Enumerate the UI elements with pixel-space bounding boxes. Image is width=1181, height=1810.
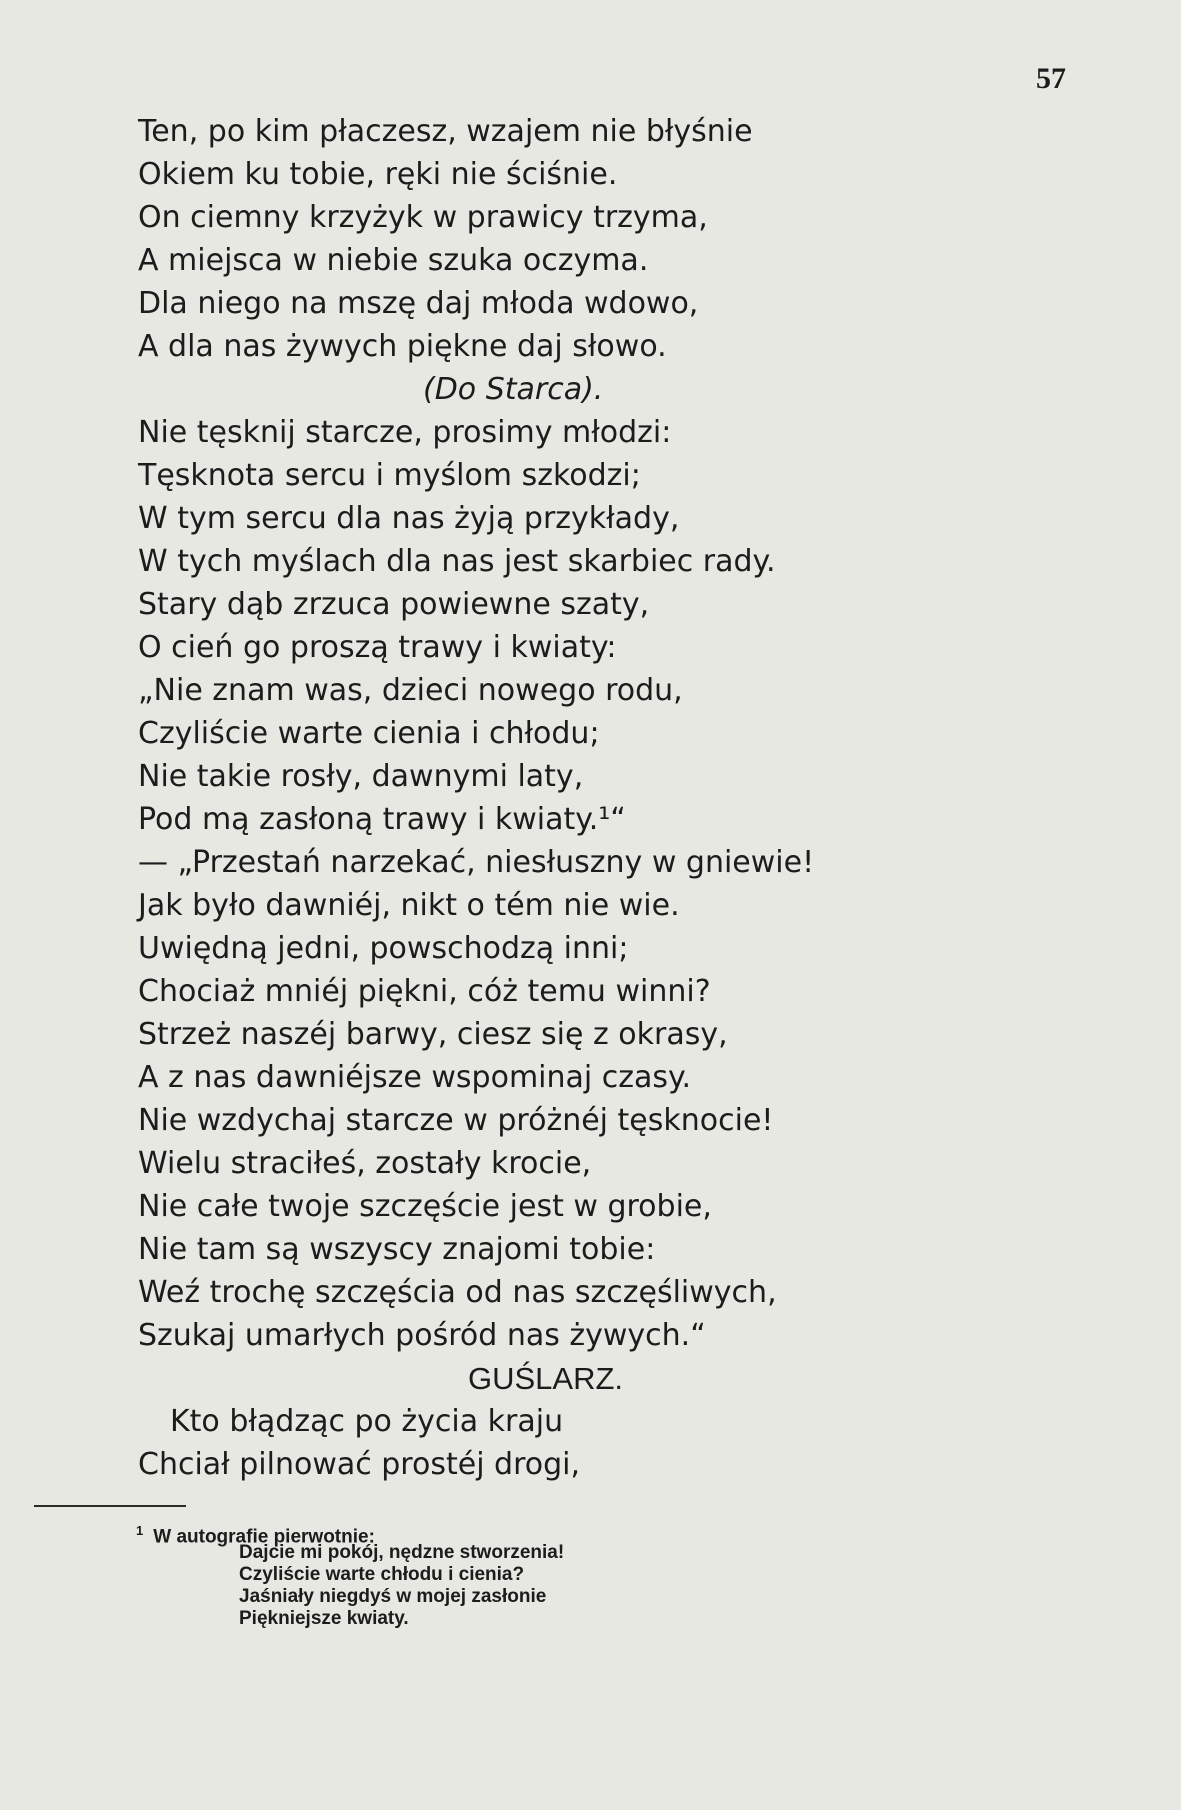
speaker-name: GUŚLARZ.	[468, 1361, 624, 1396]
verse-line: Okiem ku tobie, ręki nie ściśnie.	[138, 157, 618, 192]
verse-line: Nie wzdychaj starcze w próżnéj tęsknocie!	[138, 1103, 774, 1138]
verse-line: A dla nas żywych piękne daj słowo.	[138, 329, 667, 364]
footnote	[136, 1520, 564, 1630]
footnote-line: Czyliście warte chłodu i cienia?	[239, 1564, 525, 1585]
verse-line: Uwiędną jedni, powschodzą inni;	[138, 931, 629, 966]
verse-line: Nie całe twoje szczęście jest w grobie,	[138, 1189, 712, 1224]
verse-line: Czyliście warte cienia i chłodu;	[138, 716, 600, 751]
verse-line: Jak było dawniéj, nikt o tém nie wie.	[138, 888, 680, 923]
verse-line: Nie tęsknij starcze, prosimy młodzi:	[138, 415, 672, 450]
verse-line: Chociaż mniéj piękni, cóż temu winni?	[138, 974, 711, 1009]
footnote-intro-text: W autografie pierwotnie:	[153, 1526, 375, 1548]
footnote-line: Piękniejsze kwiaty.	[239, 1608, 409, 1629]
verse-line: Dla niego na mszę daj młoda wdowo,	[138, 286, 699, 321]
verse-line: W tym sercu dla nas żyją przykłady,	[138, 501, 680, 536]
verse-line: Wielu straciłeś, zostały krocie,	[138, 1146, 592, 1181]
footnote-divider	[34, 1505, 186, 1507]
verse-line: — „Przestań narzekać, niesłuszny w gniewie!	[138, 845, 815, 880]
verse-line: Kto błądząc po życia kraju	[170, 1404, 564, 1439]
verse-line: A z nas dawniéjsze wspominaj czasy.	[138, 1060, 692, 1095]
poem-text	[138, 110, 1138, 1486]
verse-line: Strzeż naszéj barwy, ciesz się z okrasy,	[138, 1017, 728, 1052]
verse-line: O cień go proszą trawy i kwiaty:	[138, 630, 617, 665]
verse-line: Szukaj umarłych pośród nas żywych.“	[138, 1318, 706, 1353]
footnote-marker: 1	[136, 1523, 144, 1538]
verse-line: Nie takie rosły, dawnymi laty,	[138, 759, 584, 794]
stage-direction: (Do Starca).	[423, 372, 604, 407]
verse-line: Stary dąb zrzuca powiewne szaty,	[138, 587, 650, 622]
verse-line: A miejsca w niebie szuka oczyma.	[138, 243, 649, 278]
verse-line: On ciemny krzyżyk w prawicy trzyma,	[138, 200, 708, 235]
verse-line: Chciał pilnować prostéj drogi,	[138, 1447, 581, 1482]
footnote-intro	[136, 1520, 564, 1548]
verse-line: Weź trochę szczęścia od nas szczęśliwych,	[138, 1275, 777, 1310]
verse-line: W tych myślach dla nas jest skarbiec rady.	[138, 544, 776, 579]
verse-line: Tęsknota sercu i myślom szkodzi;	[138, 458, 641, 493]
footnote-line: Jaśniały niegdyś w mojej zasłonie	[239, 1586, 547, 1607]
verse-line: „Nie znam was, dzieci nowego rodu,	[138, 673, 683, 708]
footnote-line: Dajcie mi pokój, nędzne stworzenia!	[239, 1542, 565, 1563]
verse-line: Ten, po kim płaczesz, wzajem nie błyśnie	[138, 114, 753, 149]
verse-line: Nie tam są wszyscy znajomi tobie:	[138, 1232, 656, 1267]
verse-line: Pod mą zasłoną trawy i kwiaty.¹“	[138, 802, 626, 837]
page-number: 57	[1036, 62, 1066, 95]
